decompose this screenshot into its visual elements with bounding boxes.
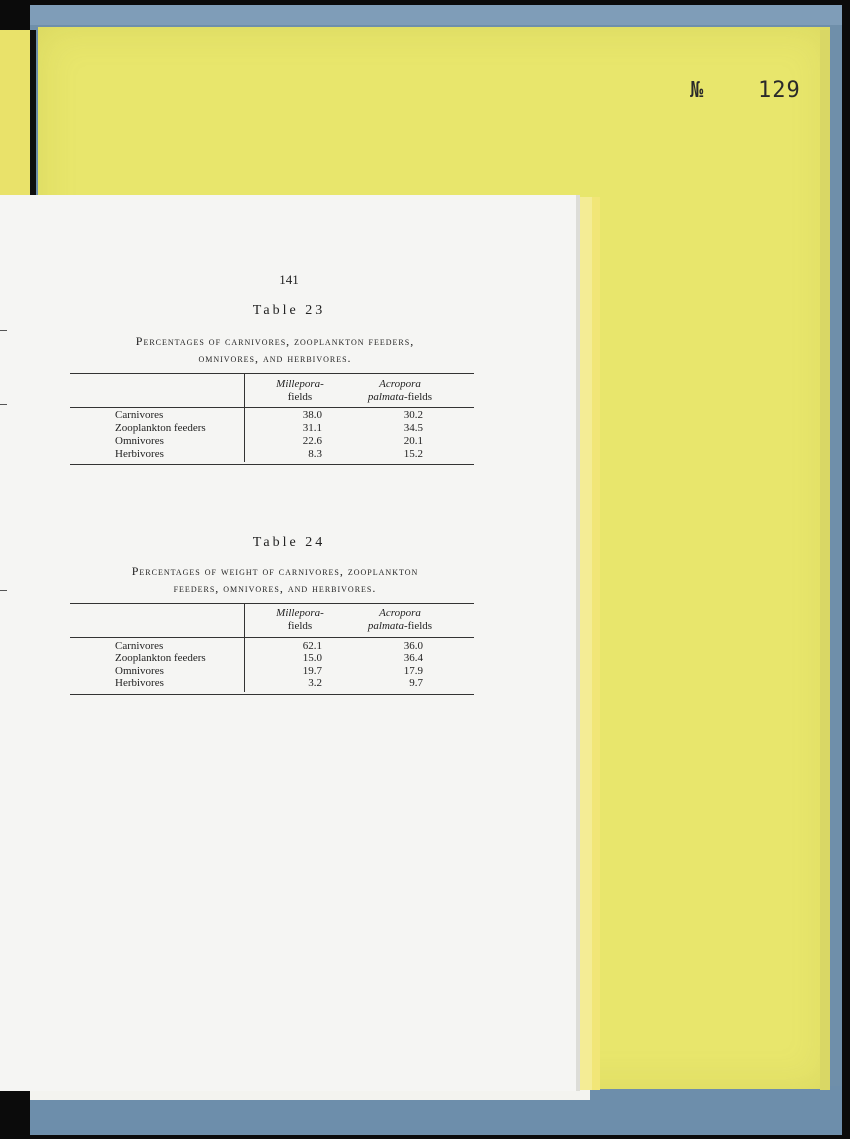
header-divider xyxy=(244,604,245,637)
header-divider xyxy=(244,374,245,407)
column-header-acropora xyxy=(345,607,455,633)
table-24-caption xyxy=(70,563,480,597)
margin-tick xyxy=(0,404,7,405)
acropora-value: 15.2 xyxy=(403,448,423,460)
page-edge xyxy=(576,195,580,1091)
table-top-rule xyxy=(70,373,474,374)
millepora-value: 8.3 xyxy=(308,448,322,460)
yellow-sheet-edge xyxy=(820,30,830,1090)
header-text: palmata xyxy=(367,620,404,632)
millepora-value: 62.1 xyxy=(302,640,322,652)
table-bottom-rule xyxy=(70,464,474,465)
stamp-number: 129 xyxy=(758,78,801,103)
column-header-millepora xyxy=(260,607,340,633)
acropora-value: 36.0 xyxy=(403,640,423,652)
acropora-value: 30.2 xyxy=(403,409,423,421)
table-24-title: Table 24 xyxy=(252,535,326,550)
header-text: fields xyxy=(287,620,313,632)
row-label: Omnivores xyxy=(115,435,164,447)
table-23-title: Table 23 xyxy=(252,303,326,318)
table-row xyxy=(115,677,474,690)
margin-tick xyxy=(0,330,7,331)
header-text: Acropora xyxy=(379,607,421,619)
header-text: Millepora- xyxy=(276,607,324,619)
header-text: palmata xyxy=(367,391,404,403)
stamp-number-sign: № xyxy=(690,78,705,103)
acropora-value: 34.5 xyxy=(403,422,423,434)
millepora-value: 3.2 xyxy=(308,677,322,689)
millepora-value: 22.6 xyxy=(302,435,322,447)
row-label: Herbivores xyxy=(115,448,164,460)
table-row xyxy=(115,435,474,448)
caption-line: Percentages of weight of carnivores, zooplankton xyxy=(131,564,419,578)
caption-line: feeders, omnivores, and herbivores. xyxy=(173,581,377,595)
page-number: 141 xyxy=(279,272,299,287)
header-text: Millepora- xyxy=(276,378,324,390)
table-bottom-rule xyxy=(70,694,474,695)
row-label: Herbivores xyxy=(115,677,164,689)
table-23-caption xyxy=(70,333,480,367)
header-text: Acropora xyxy=(379,378,421,390)
table-row xyxy=(115,448,474,461)
left-spine-shadow xyxy=(30,30,36,200)
table-row xyxy=(115,422,474,435)
acropora-value: 17.9 xyxy=(403,665,423,677)
table-row xyxy=(115,652,474,665)
table-row xyxy=(115,409,474,422)
margin-tick xyxy=(0,590,7,591)
blue-cover-edge xyxy=(30,5,842,25)
acropora-value: 20.1 xyxy=(403,435,423,447)
millepora-value: 31.1 xyxy=(302,422,322,434)
row-label: Carnivores xyxy=(115,409,164,421)
row-label: Zooplankton feeders xyxy=(115,422,206,434)
acropora-value: 9.7 xyxy=(409,677,423,689)
row-label: Omnivores xyxy=(115,665,164,677)
millepora-value: 19.7 xyxy=(302,665,322,677)
millepora-value: 38.0 xyxy=(302,409,322,421)
column-header-acropora xyxy=(345,378,455,404)
yellow-slip xyxy=(578,197,592,1090)
millepora-value: 15.0 xyxy=(302,652,322,664)
caption-line: omnivores, and herbivores. xyxy=(198,351,352,365)
header-rule xyxy=(70,407,474,408)
caption-line: Percentages of carnivores, zooplankton feeders, xyxy=(135,334,415,348)
header-text: fields xyxy=(287,391,313,403)
column-header-millepora xyxy=(260,378,340,404)
table-top-rule xyxy=(70,603,474,604)
acropora-value: 36.4 xyxy=(403,652,423,664)
header-rule xyxy=(70,637,474,638)
row-label: Carnivores xyxy=(115,640,164,652)
header-text: -fields xyxy=(403,620,433,632)
header-text: -fields xyxy=(403,391,433,403)
row-label: Zooplankton feeders xyxy=(115,652,206,664)
left-yellow-strip xyxy=(0,30,30,200)
